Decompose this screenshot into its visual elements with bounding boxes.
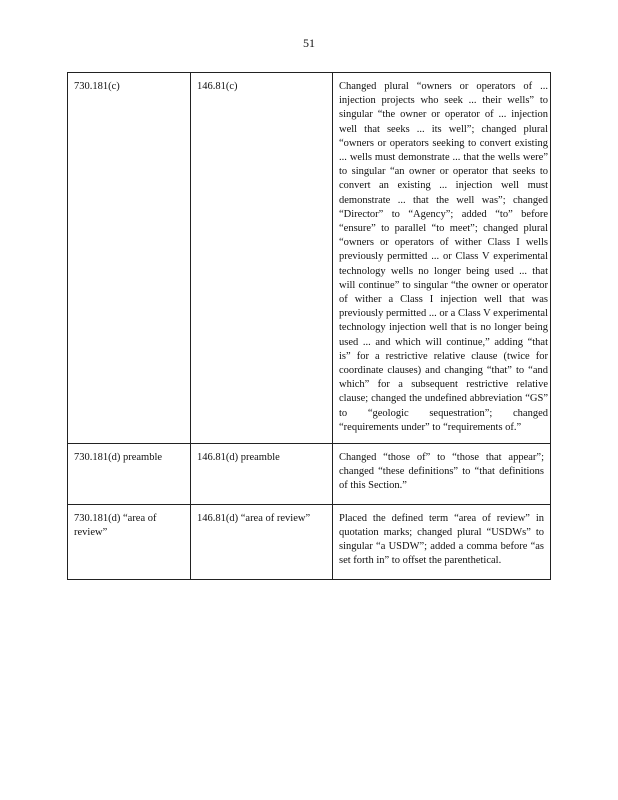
changes-table (67, 72, 551, 580)
new-section-cell: 146.81(d) preamble (191, 444, 333, 505)
new-section-cell: 146.81(d) “area of review” (191, 504, 333, 579)
description-cell: Placed the defined term “area of review” in quotation marks; changed plural “USDWs” to singular “a USDW”; added a comma before “as set forth in” to offset the parenthetical. (333, 504, 551, 579)
old-section-cell: 730.181(c) (68, 73, 191, 444)
table-row (68, 504, 551, 579)
new-section-cell: 146.81(c) (191, 73, 333, 444)
table-row (68, 444, 551, 505)
table-row (68, 73, 551, 444)
page-number: 51 (303, 36, 315, 50)
old-section-cell: 730.181(d) preamble (68, 444, 191, 505)
old-section-cell: 730.181(d) “area of review” (68, 504, 191, 579)
description-cell: Changed plural “owners or operators of ... injection projects who seek ... their wells” to singular “the owner or operator of ... injection well that seeks ... its well”; changed plural “owners or operators seeking to convert existing ... wells must demonstrate ... that the wells were” to singular “an owner or operator that seeks to convert an existing ... injection well must demonstrate ... that the well was”; changed “Director” to “Agency”; added “to” before “ensure” to parallel “to meet”; changed plural “owners or operators of wither Class I wells previously permitted ... or Class V experimental technology wells no longer being used ... that will continue” to singular “the owner or operator of wither a Class I injection well that was previously permitted ... or a Class V experimental technology injection well that is no longer being used ... and which will continue,” adding “that is” for a restrictive relative clause (twice for coordinate clauses) and changing “that” to “and which” for a subsequent restrictive relative clause; changed the undefined abbreviation “GS” to “geologic sequestration”; changed “requirements under” to “requirements of.” (333, 73, 551, 444)
description-cell: Changed “those of” to “those that appear”; changed “these definitions” to “that definitions of this Section.” (333, 444, 551, 505)
